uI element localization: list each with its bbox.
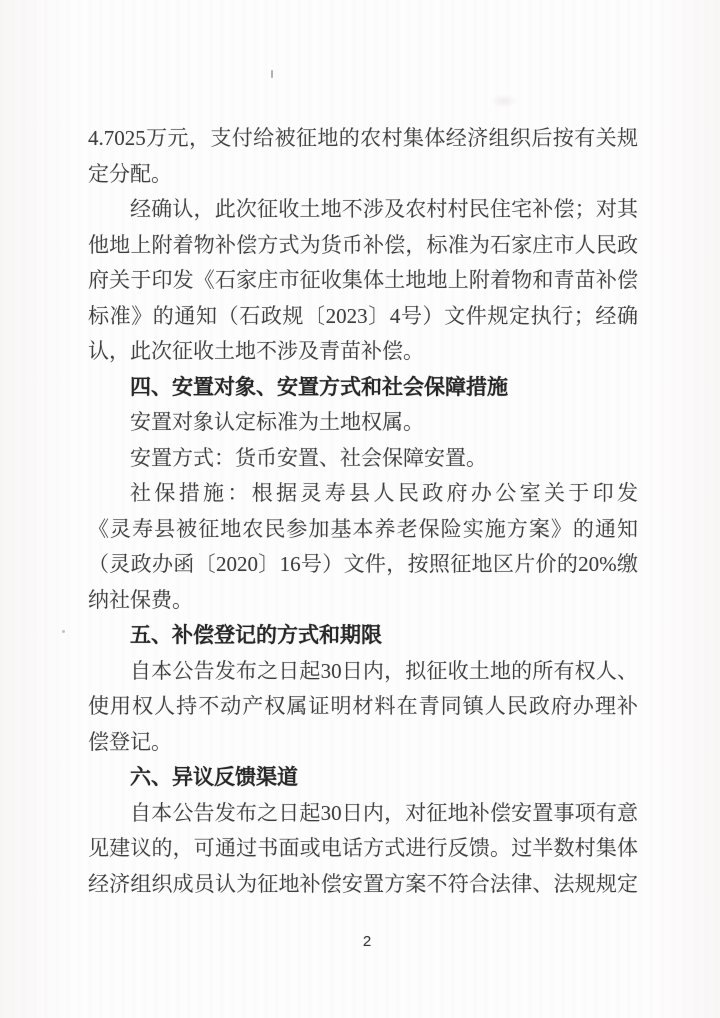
text-line: 《灵寿县被征地农民参加基本养老保险实施方案》的通知 — [88, 516, 638, 541]
heading-section-4 — [88, 370, 638, 406]
text-line: （灵政办函〔2020〕16号）文件，按照征地区片价的20%缴 — [88, 552, 638, 576]
paragraph-registration — [88, 654, 638, 761]
text-line: 安置对象认定标准为土地权属。 — [130, 410, 424, 434]
paragraph-resettlement-target — [88, 405, 638, 441]
text-line: 经确认，此次征收土地不涉及农村村民住宅补偿；对其 — [130, 197, 638, 221]
text-line: 纳社保费。 — [88, 587, 193, 612]
paragraph-attachment-compensation — [88, 192, 638, 370]
page-number: 2 — [362, 933, 372, 950]
heading-line: 五、补偿登记的方式和期限 — [130, 624, 382, 647]
heading-section-5 — [88, 618, 638, 654]
text-line: 自本公告发布之日起30日内，拟征收土地的所有权人、 — [130, 658, 638, 683]
scan-artifact-speck — [62, 630, 65, 633]
heading-section-6 — [88, 760, 638, 796]
text-line: 见建议的，可通过书面或电话方式进行反馈。过半数村集体 — [88, 836, 638, 860]
text-line: 他地上附着物补偿方式为货币补偿，标准为石家庄市人民政 — [88, 232, 638, 257]
scan-artifact-smudge — [490, 94, 518, 108]
text-line: 府关于印发《石家庄市征收集体土地地上附着物和青苗补偿 — [88, 268, 638, 292]
text-line: 标准》的通知（石政规〔2023〕4号）文件规定执行；经确 — [88, 303, 638, 328]
text-line: 社保措施：根据灵寿县人民政府办公室关于印发 — [130, 481, 638, 505]
text-line: 定分配。 — [88, 161, 172, 186]
paragraph-resettlement-method — [88, 441, 638, 477]
document-body — [88, 121, 638, 902]
text-line: 4.7025万元，支付给被征地的农村集体经济组织后按有关规 — [88, 126, 638, 150]
heading-line: 四、安置对象、安置方式和社会保障措施 — [130, 375, 508, 399]
text-line: 偿登记。 — [88, 729, 172, 754]
paragraph-social-security — [88, 476, 638, 618]
text-line: 经济组织成员认为征地补偿安置方案不符合法律、法规规定 — [88, 871, 638, 896]
text-line: 安置方式：货币安置、社会保障安置。 — [130, 445, 487, 470]
heading-line: 六、异议反馈渠道 — [130, 766, 298, 789]
paragraph-feedback — [88, 796, 638, 903]
text-line: 认，此次征收土地不涉及青苗补偿。 — [88, 339, 424, 363]
text-line: 使用权人持不动产权属证明材料在青同镇人民政府办理补 — [88, 694, 638, 718]
scan-artifact-tick — [271, 70, 273, 78]
text-line: 自本公告发布之日起30日内，对征地补偿安置事项有意 — [130, 800, 638, 825]
paragraph-compensation-distribution — [88, 121, 638, 192]
